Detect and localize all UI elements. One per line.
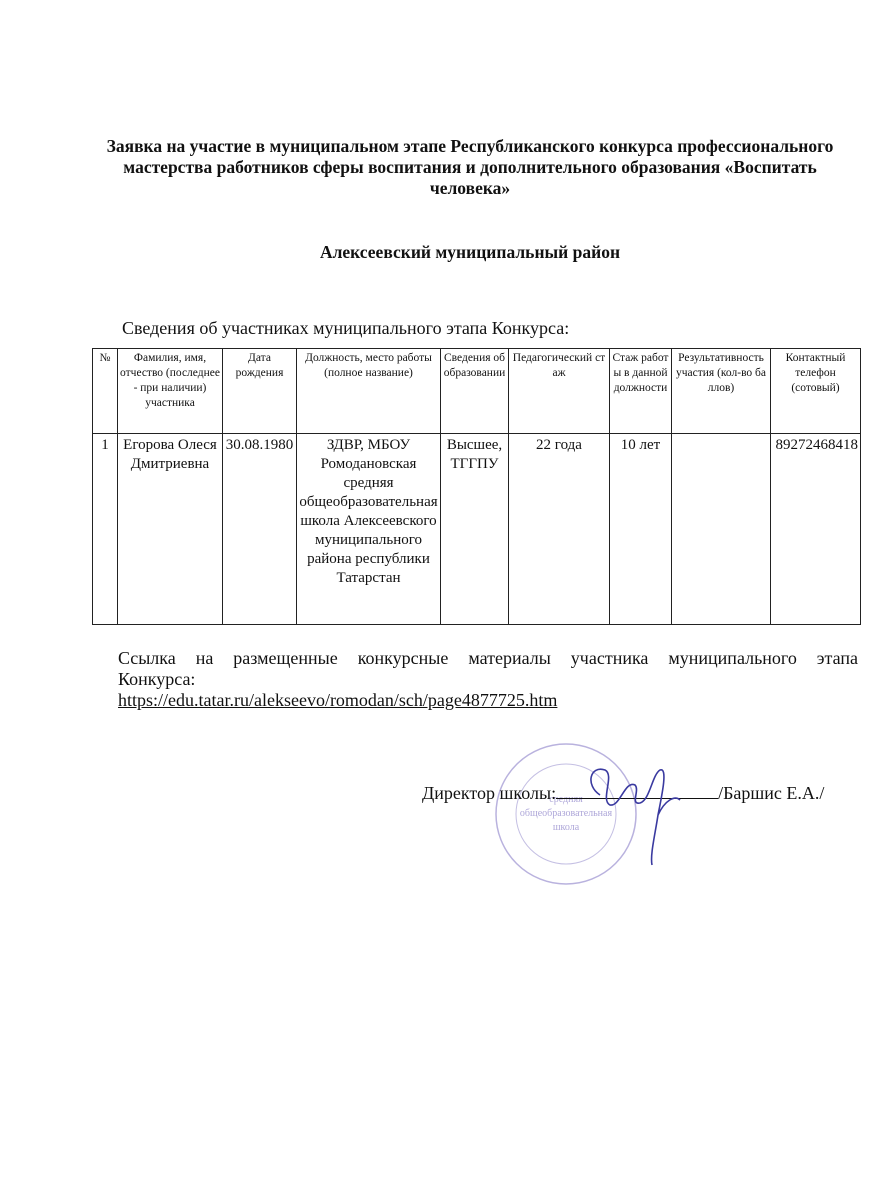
cell-birthdate: 30.08.1980 bbox=[223, 434, 297, 625]
svg-text:общеобразовательная: общеобразовательная bbox=[519, 808, 613, 819]
director-label: Директор школы: bbox=[422, 783, 557, 803]
document-title: Заявка на участие в муниципальном этапе Республиканского конкурса профессионального мастерства работников сферы воспитания и дополнительного образования «Воспитать человека» bbox=[106, 136, 834, 198]
header-position: Должность, место работы (полное название) bbox=[297, 349, 441, 434]
header-birthdate: Дата рождения bbox=[223, 349, 297, 434]
cell-teaching-experience: 22 года bbox=[509, 434, 610, 625]
participants-table bbox=[92, 348, 861, 625]
handwritten-signature bbox=[580, 755, 690, 875]
materials-link[interactable]: https://edu.tatar.ru/alekseevo/romodan/sch/page4877725.htm bbox=[118, 690, 558, 710]
cell-name: Егорова Олеся Дмитриевна bbox=[118, 434, 223, 625]
header-result: Результативность участия (кол-во баллов) bbox=[672, 349, 771, 434]
cell-number: 1 bbox=[93, 434, 118, 625]
cell-position: ЗДВР, МБОУ Ромодановская средняя общеобразовательная школа Алексеевского муниципального района республики Татарстан bbox=[297, 434, 441, 625]
svg-text:школа: школа bbox=[552, 822, 580, 833]
intro-text: Сведения об участниках муниципального этапа Конкурса: bbox=[122, 318, 570, 338]
header-number: № bbox=[93, 349, 118, 434]
svg-text:средняя: средняя bbox=[549, 794, 583, 805]
header-name: Фамилия, имя, отчество (последнее - при наличии) участника bbox=[118, 349, 223, 434]
link-label: Ссылка на размещенные конкурсные материалы участника муниципального этапа bbox=[118, 648, 858, 668]
district-name: Алексеевский муниципальный район bbox=[319, 242, 621, 262]
director-name: /Баршис Е.А./ bbox=[718, 783, 825, 803]
table-header-row bbox=[93, 349, 861, 434]
header-teaching-experience: Педагогический стаж bbox=[509, 349, 610, 434]
header-position-experience: Стаж работы в данной должности bbox=[610, 349, 672, 434]
cell-position-experience: 10 лет bbox=[610, 434, 672, 625]
table-row bbox=[93, 434, 861, 625]
cell-result bbox=[672, 434, 771, 625]
header-phone: Контактный телефон (сотовый) bbox=[771, 349, 861, 434]
cell-education: Высшее, ТГГПУ bbox=[441, 434, 509, 625]
cell-phone: 89272468418 bbox=[771, 434, 861, 625]
link-label-continued: Конкурса: bbox=[118, 669, 196, 689]
header-education: Сведения об образовании bbox=[441, 349, 509, 434]
